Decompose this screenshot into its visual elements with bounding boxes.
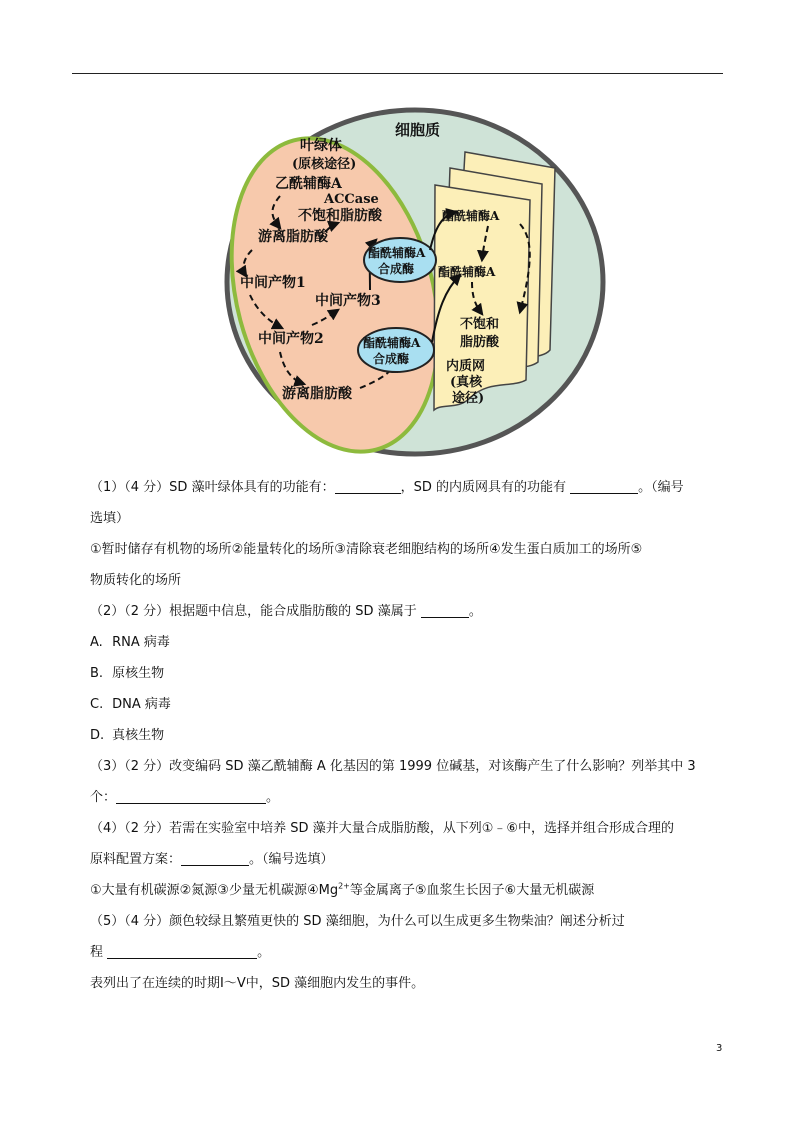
q1-line2: 选填） (90, 511, 130, 526)
cytoplasm-label: 细胞质 (395, 121, 441, 139)
synthase-top-line1: 酯酰辅酶A (368, 246, 426, 260)
q4-options-b: 等金属离子⑤血浆生长因子⑥大量无机碳源 (349, 883, 595, 898)
q1-text-b: ，SD 的内质网具有的功能有 (400, 480, 566, 495)
q3-line2 (90, 782, 730, 813)
option-text: 真核生物 (112, 728, 165, 743)
option-text: DNA 病毒 (112, 697, 171, 712)
option-letter: B. (90, 666, 104, 681)
unsaturated-fatty-acid-label: 不饱和脂肪酸 (298, 208, 382, 224)
question-content (90, 472, 730, 999)
q1-text-c: 。（编号 (638, 480, 684, 495)
synthase-bottom-line1: 酯酰辅酶A (363, 336, 421, 350)
q4-blank[interactable] (181, 849, 249, 866)
er-acyl-coa-mid: 酯酰辅酶A (438, 265, 496, 279)
q3-text-end: 。 (266, 790, 280, 805)
q2-option-a[interactable] (90, 627, 730, 658)
option-letter: C. (90, 697, 104, 712)
q4-options-a: ①大量有机碳源②氮源③少量无机碳源④Mg (90, 883, 339, 898)
q5-text-end: 。 (257, 945, 271, 960)
q3-line1: （3）（2 分）改变编码 SD 藻乙酰辅酶 A 化基因的第 1999 位碱基，对该酶产生了什么影响？列举其中 3 (90, 759, 696, 774)
accase-label: ACCase (324, 192, 379, 207)
intermediate-2-label: 中间产物2 (258, 331, 324, 347)
free-fatty-acid-bottom-label: 游离脂肪酸 (282, 386, 352, 402)
chloroplast-label: 叶绿体 (300, 138, 342, 154)
q3-blank[interactable] (116, 787, 266, 804)
q1-blank-chloroplast[interactable] (335, 477, 401, 494)
header-rule (72, 73, 723, 74)
q2-option-b[interactable] (90, 658, 730, 689)
q1-options-line2: 物质转化的场所 (90, 573, 182, 588)
lipid-synthesis-diagram (220, 100, 610, 465)
synthase-bottom-line2: 合成酶 (373, 352, 410, 366)
q5-line2 (90, 937, 730, 968)
table-intro: 表列出了在连续的时期Ⅰ～Ⅴ中，SD 藻细胞内发生的事件。 (90, 976, 425, 991)
q1-options-line1: ①暂时储存有机物的场所②能量转化的场所③清除衰老细胞结构的场所④发生蛋白质加工的场所⑤ (90, 542, 643, 557)
mg-charge-superscript: 2+ (338, 881, 350, 891)
intermediate-3-label: 中间产物3 (315, 293, 381, 309)
q2-option-c[interactable] (90, 689, 730, 720)
er-label-line2: (真核 (450, 375, 483, 390)
q1-line1 (90, 472, 730, 503)
q2-option-d[interactable] (90, 720, 730, 751)
q5-text: 程 (90, 945, 104, 960)
q2-text: （2）（2 分）根据题中信息，能合成脂肪酸的 SD 藻属于 (90, 604, 417, 619)
er-unsat-line2: 脂肪酸 (460, 335, 500, 350)
q2-blank[interactable] (421, 601, 469, 618)
synthase-top-line2: 合成酶 (378, 262, 415, 276)
option-letter: D. (90, 728, 105, 743)
option-letter: A. (90, 635, 103, 650)
er-label-line1: 内质网 (446, 359, 486, 374)
q4-line1: （4）（2 分）若需在实验室中培养 SD 藻并大量合成脂肪酸，从下列①﹣⑥中，选择并组合形成合理的 (90, 821, 675, 836)
q2-stem (90, 596, 730, 627)
q4-text: 原料配置方案： (90, 852, 182, 867)
q5-line1: （5）（4 分）颜色较绿且繁殖更快的 SD 藻细胞，为什么可以生成更多生物柴油？阐述分析过 (90, 914, 625, 929)
q1-blank-er[interactable] (570, 477, 638, 494)
chloroplast-path-label: (原核途径) (292, 157, 357, 172)
acetyl-coa-label: 乙酰辅酶A (275, 176, 342, 192)
q4-line2 (90, 844, 730, 875)
intermediate-1-label: 中间产物1 (240, 275, 306, 291)
q1-text-a: （1）（4 分）SD 藻叶绿体具有的功能有： (90, 480, 335, 495)
er-unsat-line1: 不饱和 (460, 317, 500, 332)
er-acyl-coa-top: 酯酰辅酶A (442, 209, 500, 223)
page-number: 3 (716, 1043, 723, 1054)
free-fatty-acid-label: 游离脂肪酸 (258, 229, 328, 245)
er-label-line3: 途径) (452, 391, 485, 406)
option-text: 原核生物 (112, 666, 165, 681)
option-text: RNA 病毒 (112, 635, 170, 650)
q4-text-end: 。（编号选填） (249, 852, 334, 867)
q4-options (90, 875, 730, 906)
q5-blank[interactable] (107, 942, 257, 959)
q2-text-end: 。 (468, 604, 482, 619)
q3-text: 个： (90, 790, 117, 805)
